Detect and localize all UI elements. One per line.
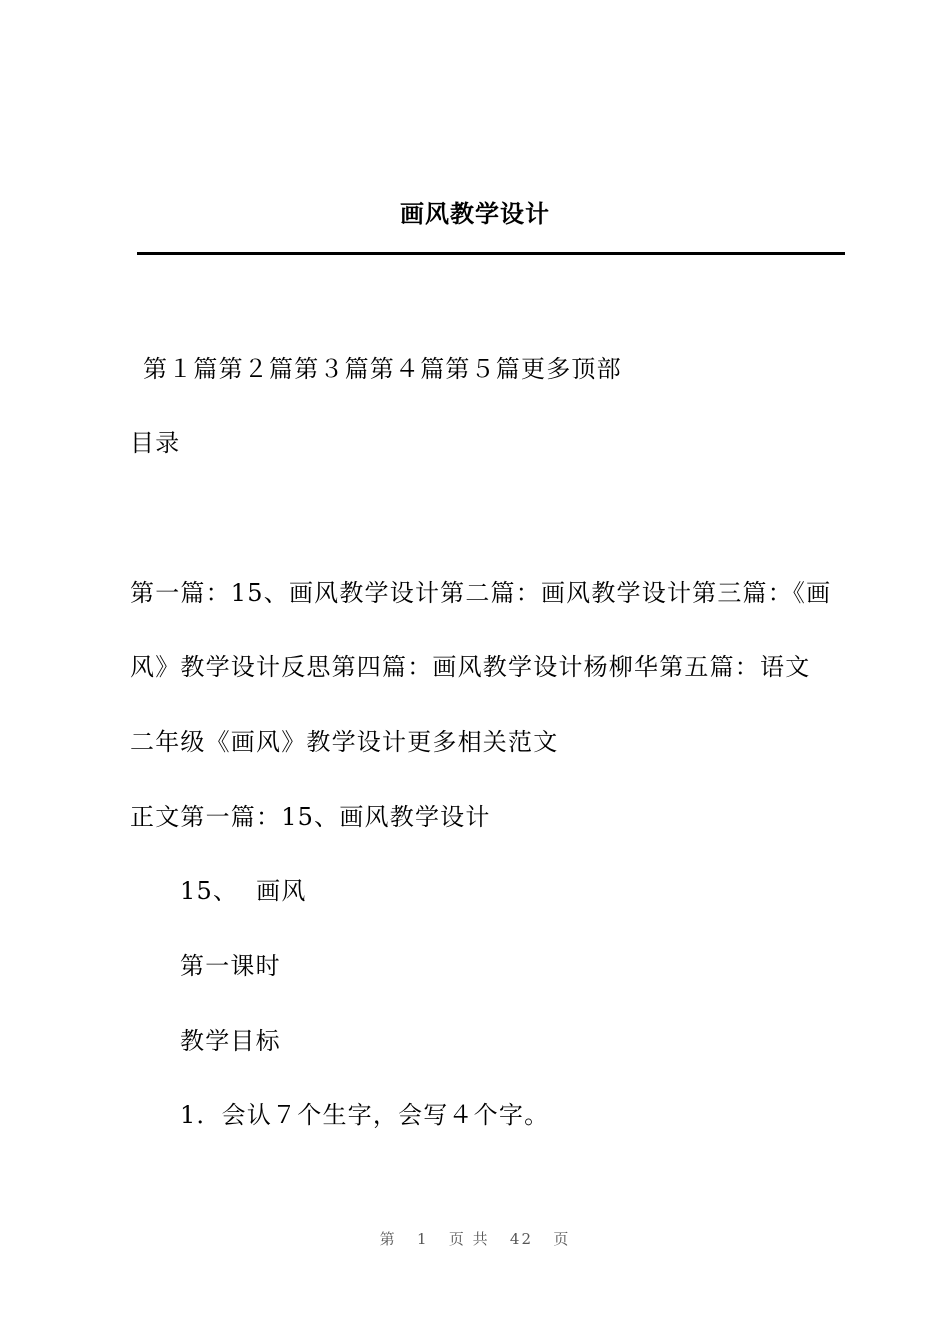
toc-line: 风》教学设计反思第四篇：画风教学设计杨柳华第五篇：语文 — [130, 653, 811, 681]
lesson-heading — [180, 873, 307, 909]
lesson-title: 画风 — [256, 877, 307, 905]
footer-prefix: 第 — [379, 1230, 397, 1248]
toc-heading: 目录 — [130, 429, 181, 457]
footer-total-pages: 42 — [509, 1230, 534, 1248]
title-divider — [137, 252, 845, 255]
toc-line: 二年级《画风》教学设计更多相关范文 — [130, 728, 559, 756]
toc-line: 第一篇：15、画风教学设计第二篇：画风教学设计第三篇：《画 — [130, 579, 832, 607]
footer-suffix: 页 — [553, 1230, 571, 1248]
goal-item: 1．会认７个生字，会写４个字。 — [180, 1101, 550, 1129]
footer-current-page: 1 — [416, 1230, 429, 1248]
document-title: 画风教学设计 — [400, 199, 550, 228]
section-nav-links[interactable]: 第１篇第２篇第３篇第４篇第５篇更多顶部 — [143, 355, 622, 383]
body-heading: 正文第一篇：15、画风教学设计 — [130, 803, 491, 831]
lesson-number: 15、 — [180, 877, 239, 905]
lesson-period: 第一课时 — [180, 952, 281, 980]
page-footer — [0, 1228, 950, 1249]
goal-heading: 教学目标 — [180, 1027, 281, 1055]
footer-middle: 页 共 — [448, 1230, 490, 1248]
